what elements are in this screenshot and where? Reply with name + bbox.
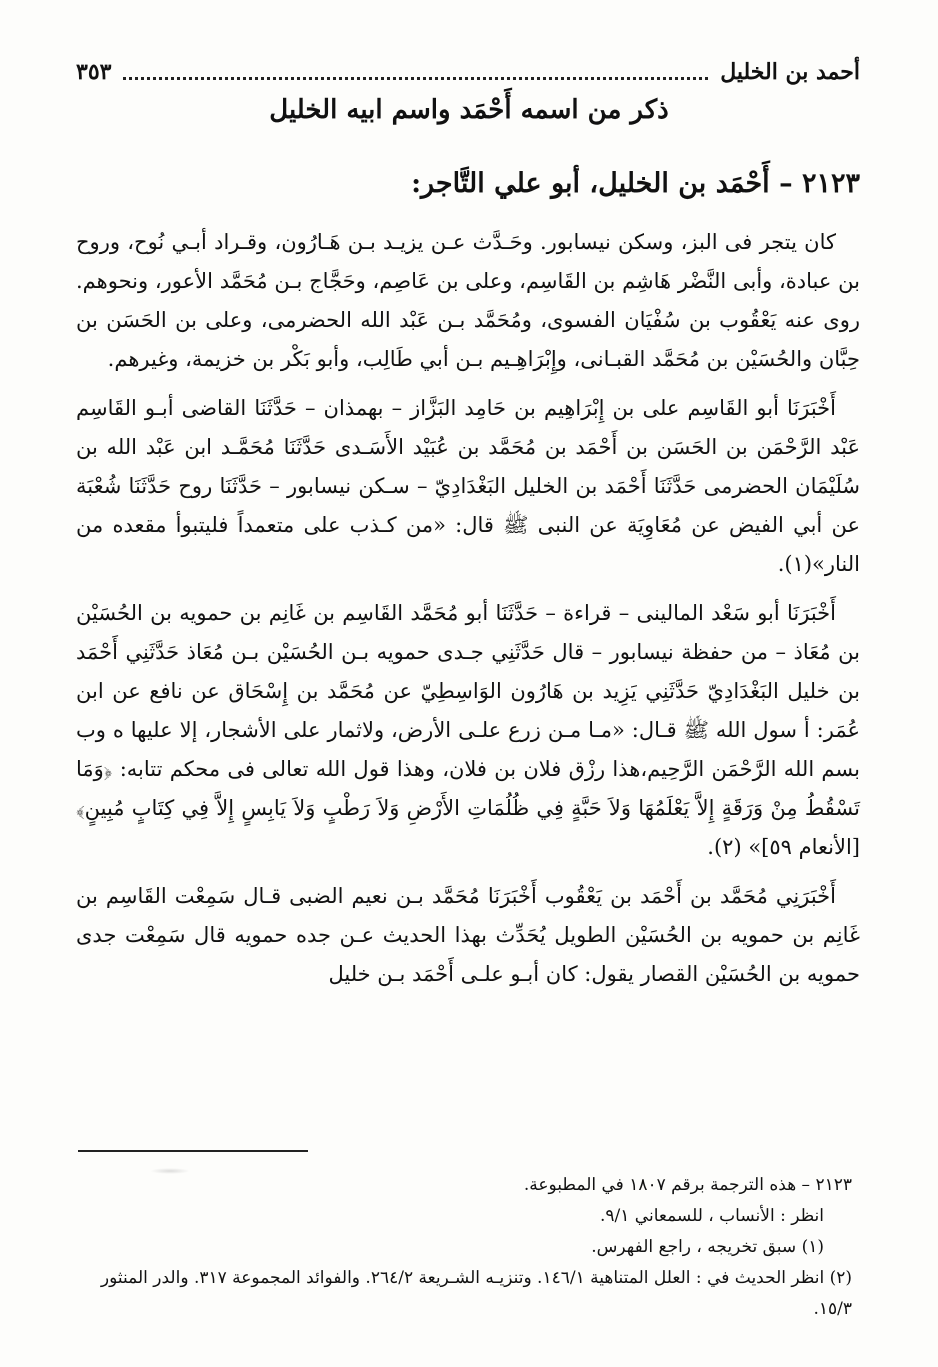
footnote-reference: انظر : الأنساب ، للسمعاني ٩/١. xyxy=(599,1206,824,1226)
entry-heading: ٢١٢٣ – أَحْمَد بن الخليل، أبو علي التَّاجر: xyxy=(411,168,860,199)
paragraph-biography: كان يتجر فى البز، وسكن نيسابور. وحَـدَّث عـن يزيـد بـن هَـارُون، وقـراد أبـي نُوح، وروح بن عبادة، وأبى النَّضْر هَاشِم بن القَاسِم، وعلى بن عَاصِم، وحَجَّاج بـن مُحَمَّد الأعور، ونحوهم. روى عنه يَعْقُوب بن سُفْيَان الفسوى، ومُحَمَّد بـن عَبْد الله الحضرمى، وعلى بن الحَسَن بن حِبَّان والحُسَيْن بن مُحَمَّد القبـانى، وإِبْرَاهِـيم بـن أبي طَالِب، وأبو بَكْر بن خزيمة، وغيرهم. xyxy=(76,230,860,371)
footnote-1: (١) سبق تخريجه ، راجع الفهرس. xyxy=(591,1237,824,1257)
running-title: أحمد بن الخليل xyxy=(720,59,860,85)
section-heading: ذكر من اسمه أَحْمَد واسم ابيه الخليل xyxy=(269,95,669,125)
footnotes xyxy=(76,1170,852,1325)
paragraph-narration: أَخْبَرَنِي مُحَمَّد بن أَحْمَد بن يَعْقُوب أَخْبَرَنَا مُحَمَّد بـن نعيم الضبى قـال سَمِعْت القَاسِم بن غَانِم بن حمويه بن الحُسَيْن الطويل يُحَدِّث بهذا الحديث عـن جده حمويه قال سَمِعْت جدى حمويه بن الحُسَيْن القصار يقول: كان أبـو علـى أَحْمَد بـن خليل xyxy=(76,884,860,986)
footnote-2: (٢) انظر الحديث في : العلل المتناهية ١٤٦/١. وتنزيـه الشـريعة ٢٦٤/٢. والفوائد المجموعة ٣١٧. والدر المنثور ١٥/٣. xyxy=(100,1268,852,1319)
footnote-separator xyxy=(78,1150,308,1152)
paragraph-hadith-1: أَخْبَرَنَا أبو القَاسِم على بن إِبْرَاهِيم بن حَامِد البَزَّاز – بهمذان – حَدَّثَنَا القاضى أبـو القَاسِم عَبْد الرَّحْمَن بن الحَسَن بن أَحْمَد بن مُحَمَّد بن عُبَيْد الأَسَـدى حَدَّثَنَا مُحَمَّـد ابن عَبْد الله بن سُلَيْمَان الحضرمى حَدَّثَنَا أَحْمَد بن الخليل البَغْدَادِيّ – سـكن نيسابور – حَدَّثَنَا روح حَدَّثَنَا شُعْبَة عن أبي الفيض عن مُعَاوِيَة عن النبى ﷺ قال: «من كـذب على متعمداً فليتبوأ مقعده من النار»(١). xyxy=(76,396,860,576)
dotted-leader xyxy=(123,76,708,80)
page-number: ٣٥٣ xyxy=(76,59,112,85)
footnote-entry-number: ٢١٢٣ – هذه الترجمة برقم ١٨٠٧ في المطبوعة. xyxy=(523,1175,852,1195)
paragraph-hadith-2: أَخْبَرَنَا أبو سَعْد المالينى – قراءة – حَدَّثَنَا أبو مُحَمَّد القَاسِم بن غَانِم بن حمويه بن الحُسَيْن بن مُعَاذ – من حفظة نيسابور – قال حَدَّثَنِي جـدى حمويه بـن الحُسَيْن بـن مُعَاذ حَدَّثَنِي أَحْمَد بن خليل البَغْدَادِيّ حَدَّثَنِي يَزِيد بن هَارُون الوَاسِطِيّ عن مُحَمَّد بن إِسْحَاق عن نافع عن ابن عُمَر: أ سول الله ﷺ قـال: «مـا مـن زرع علـى الأرض، ولاثمار على الأشجار، إلا عليها ه وب بسم الله الرَّحْمَن الرَّحِيم،هذا رزْق فلان بن فلان، وهذا قول الله تعالى فى محكم تتابه: ﴿وَمَا تَسْقُطُ مِنْ وَرَقَةٍ إِلاَّ يَعْلَمُهَا وَلاَ حَبَّةٍ فِي ظُلُمَاتِ الأَرْضِ وَلاَ رَطْبٍ وَلاَ يَابِسٍ إِلاَّ فِي كِتَابٍ مُبِينٍ﴾ [الأنعام ٥٩]» (٢). xyxy=(76,601,860,859)
running-header xyxy=(76,52,860,92)
body-text xyxy=(76,223,860,1004)
